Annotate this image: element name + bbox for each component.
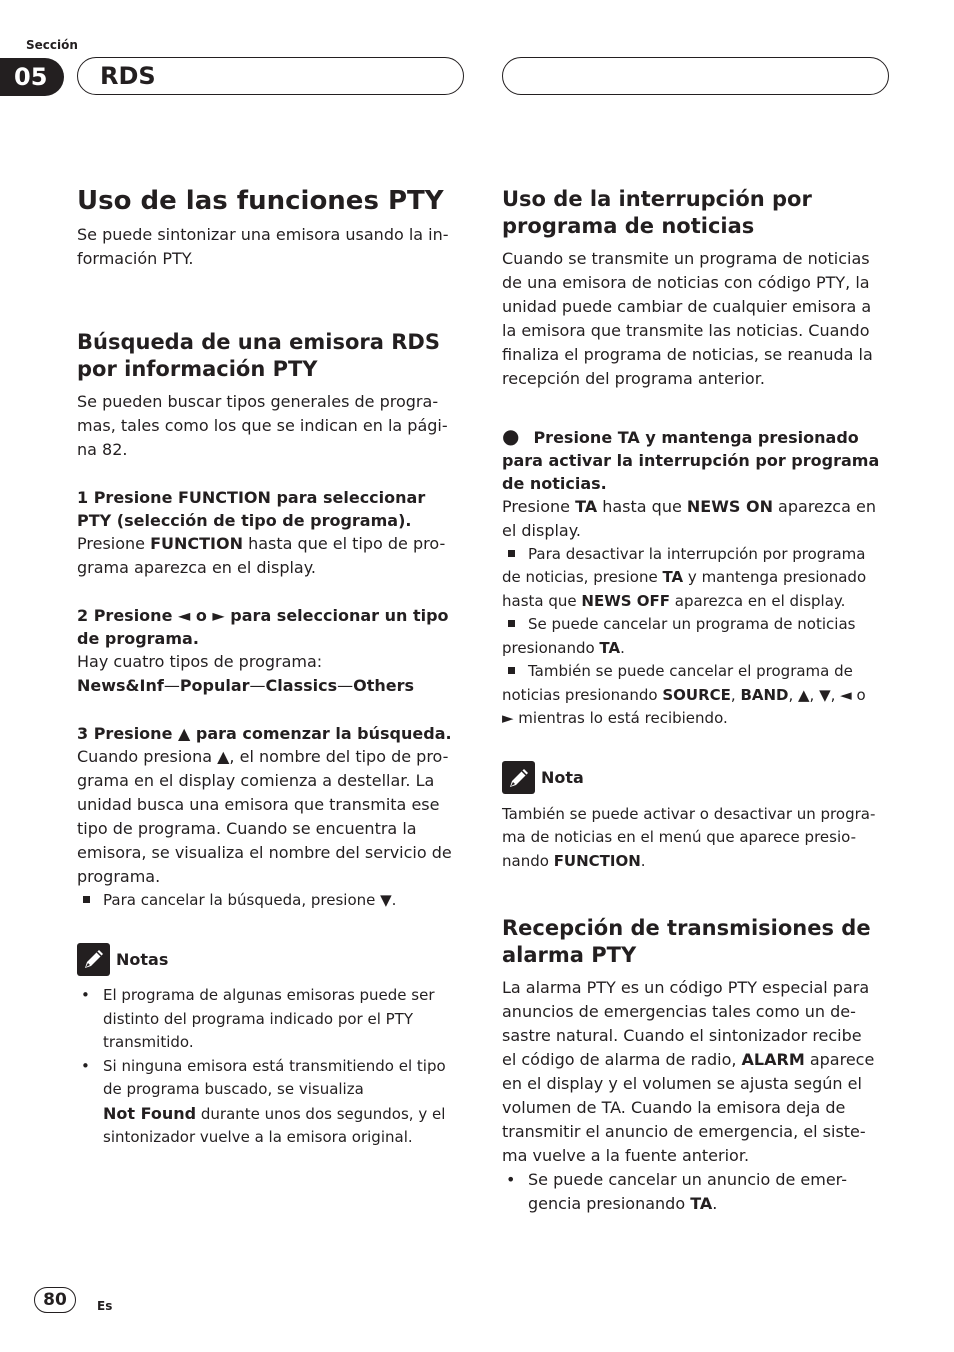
left-column bbox=[77, 186, 465, 1150]
square-bullet-icon bbox=[508, 550, 515, 557]
note-item-2: • Si ninguna emisora está transmitiendo el tipo de programa buscado, se visualiza Not Found durante unos dos segundos, y el sintonizador vuelve a la emisora original. bbox=[81, 1056, 446, 1147]
intro-line-2: formación PTY. bbox=[77, 249, 194, 269]
square-bullet-icon bbox=[508, 620, 515, 627]
bullet-dot-icon: • bbox=[506, 1169, 516, 1189]
square-bullet-icon bbox=[83, 896, 90, 903]
step-3-body: programa. bbox=[77, 866, 161, 886]
alarm-bullet: • Se puede cancelar un anuncio de emer- gencia presionando TA. bbox=[506, 1169, 848, 1213]
sub-note-1: Para desactivar la interrupción por programa de noticias, presione TA y mantenga presionado hasta que NEWS OFF aparezca en el display. bbox=[502, 544, 867, 610]
heading-pty-search: Búsqueda de una emisora RDS por información PTY bbox=[77, 330, 440, 382]
step-3-body: unidad busca una emisora que transmita ese bbox=[77, 794, 440, 814]
section-label: Sección bbox=[26, 38, 78, 52]
step-1-body: Presione FUNCTION hasta que el tipo de pro- grama aparezca en el display. bbox=[77, 533, 446, 577]
news-interrupt-text: Cuando se transmite un programa de noticias bbox=[502, 248, 870, 268]
step-2-heading: 2 Presione ◄ o ► para seleccionar un tipo de programa. bbox=[77, 605, 449, 648]
intro-line-1: Se puede sintonizar una emisora usando la in- bbox=[77, 225, 449, 245]
notes-title: Notas bbox=[116, 949, 169, 969]
news-interrupt-text: la emisora que transmite las noticias. Cuando bbox=[502, 320, 870, 340]
pty-alarm-text: La alarma PTY es un código PTY especial para anuncios de emergencias tales como un de- sastre natural. Cuando el sintonizador recibe el código de alarma de radio, ALARM aparece en el display y el volumen se ajusta según el volumen de TA. Cuando la emisora deja de transmitir el anuncio de emergencia, el siste- ma vuelve a la fuente anterior. bbox=[502, 977, 875, 1165]
bullet-dot-icon: • bbox=[81, 1056, 90, 1075]
step-3-body: grama en el display comienza a destellar. La bbox=[77, 770, 435, 790]
program-types: News&Inf—Popular—Classics—Others bbox=[77, 675, 415, 695]
step-1-heading: 1 Presione FUNCTION para seleccionar PTY (selección de tipo de programa). bbox=[77, 487, 426, 530]
heading-news-interrupt: Uso de la interrupción por programa de noticias bbox=[502, 187, 812, 239]
news-step-body: Presione TA hasta que NEWS ON aparezca en el display. bbox=[502, 496, 876, 540]
pencil-note-icon bbox=[77, 943, 110, 976]
bullet-dot-icon: ● bbox=[502, 423, 520, 448]
section-title-tab bbox=[77, 57, 464, 95]
sub-note-3: También se puede cancelar el programa de noticias presionando SOURCE, BAND, ▲, ▼, ◄ o ► mientras lo está recibiendo. bbox=[502, 662, 866, 728]
pencil-note-icon bbox=[502, 761, 535, 794]
square-bullet-icon bbox=[508, 667, 515, 674]
heading-pty-alarm: Recepción de transmisiones de alarma PTY bbox=[502, 916, 871, 968]
step-3-heading: 3 Presione ▲ para comenzar la búsqueda. bbox=[77, 723, 452, 743]
news-step-heading: ● Presione TA y mantenga presionado para activar la interrupción por programa de noticias. bbox=[502, 423, 880, 493]
news-interrupt-text: de una emisora de noticias con código PTY, la bbox=[502, 272, 870, 292]
nota-text: También se puede activar o desactivar un progra- ma de noticias en el menú que aparece presio- nando FUNCTION. bbox=[502, 804, 876, 870]
right-column bbox=[502, 186, 890, 1216]
nota-title: Nota bbox=[541, 768, 584, 788]
nota-header bbox=[502, 761, 890, 795]
news-interrupt-text: recepción del programa anterior. bbox=[502, 368, 765, 388]
step-3-body: tipo de programa. Cuando se encuentra la bbox=[77, 818, 417, 838]
step-3-body: emisora, se visualiza el nombre del servicio de bbox=[77, 842, 452, 862]
step-3-body: Cuando presiona ▲, el nombre del tipo de pro- bbox=[77, 746, 449, 766]
section-title: RDS bbox=[100, 62, 156, 90]
section-title-tab-right bbox=[502, 57, 889, 95]
pty-search-text: na 82. bbox=[77, 439, 128, 459]
page-number: 80 bbox=[34, 1287, 76, 1313]
notes-header bbox=[77, 942, 465, 976]
note-item-1: • El programa de algunas emisoras puede ser distinto del programa indicado por el PTY transmitido. bbox=[81, 986, 435, 1052]
bullet-dot-icon: • bbox=[81, 986, 90, 1005]
step-2-body: Hay cuatro tipos de programa: bbox=[77, 651, 323, 671]
page-title: Uso de las funciones PTY bbox=[77, 186, 444, 216]
news-interrupt-text: unidad puede cambiar de cualquier emisora a bbox=[502, 296, 872, 316]
section-number-badge: 05 bbox=[0, 58, 64, 96]
pty-search-text: Se pueden buscar tipos generales de progra- bbox=[77, 391, 439, 411]
pty-search-text: mas, tales como los que se indican en la pági- bbox=[77, 415, 448, 435]
news-interrupt-text: finaliza el programa de noticias, se reanuda la bbox=[502, 344, 873, 364]
sub-note-2: Se puede cancelar un programa de noticias presionando TA. bbox=[502, 615, 856, 657]
step-3-sub-note: Para cancelar la búsqueda, presione ▼. bbox=[77, 889, 465, 913]
language-code: Es bbox=[97, 1299, 113, 1313]
